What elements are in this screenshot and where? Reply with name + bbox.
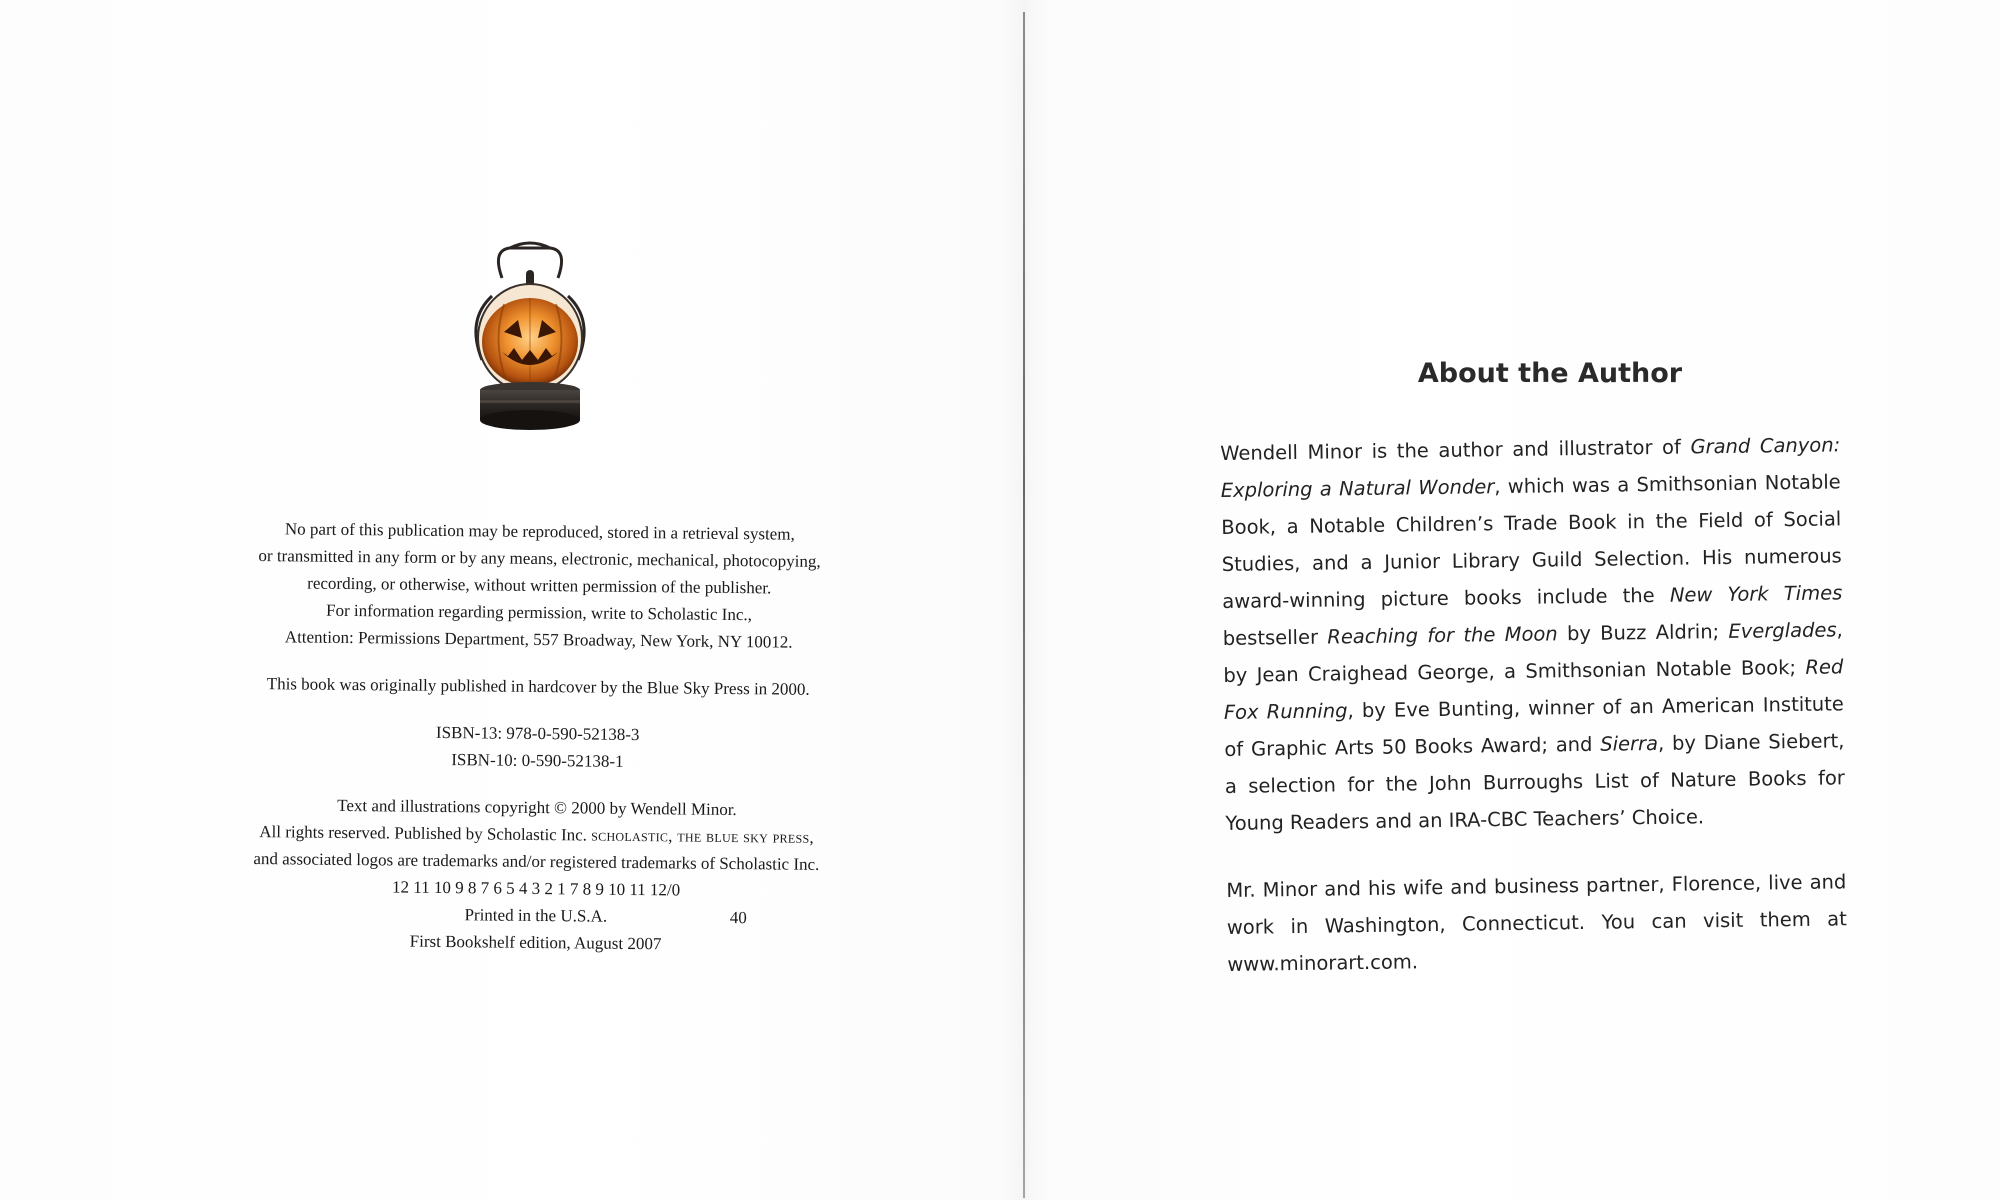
book-title: Everglades — [1728, 618, 1837, 643]
book-title: Red Fox Running — [1223, 655, 1844, 724]
isbn-13: ISBN-13: 978-0-590-52138-3 — [435, 722, 640, 745]
book-title: Grand Canyon: Exploring a Natural Wonder — [1220, 433, 1841, 502]
bio-text: by Buzz Aldrin; — [1557, 619, 1729, 646]
author-bio — [1220, 426, 1848, 983]
edition-line: First Bookshelf edition, August 2007 — [409, 931, 662, 954]
bio-text: , which was a Smithsonian Notable Book, a Notable Children’s Trade Book in the Field of Social Studies, and a Junior Library Guild Selection. His numerous award-winning picture books include the — [1221, 470, 1842, 613]
original-publication-note: This book was originally published in hardcover by the Blue Sky Press in 2000. — [266, 674, 810, 699]
copyright-notice — [225, 515, 850, 959]
bio-paragraph-1 — [1220, 426, 1846, 842]
printing-number-line: 12 11 10 9 8 7 6 5 4 3 2 1 7 8 9 10 11 12/0 — [391, 877, 681, 900]
printed-in-country: Printed in the U.S.A. — [464, 905, 608, 926]
rights-notice-line-5: Attention: Permissions Department, 557 Broadway, New York, NY 10012. — [284, 627, 793, 652]
imprint-names: scholastic, the blue sky press, — [591, 825, 815, 847]
rights-notice-line-1: No part of this publication may be reproduced, stored in a retrieval system, — [284, 519, 795, 544]
published-by-text: All rights reserved. Published by Scholastic Inc. — [259, 822, 592, 845]
isbn-10: ISBN-10: 0-590-52138-1 — [451, 750, 624, 771]
printer-code: 40 — [729, 908, 747, 928]
bio-paragraph-2: Mr. Minor and his wife and business partner, Florence, live and work in Washington, Connecticut. You can visit them at www.minorart.com. — [1226, 870, 1847, 976]
rights-notice-line-3: recording, or otherwise, without written permission of the publisher. — [307, 573, 772, 598]
rights-notice-line-2: or transmitted in any form or by any means, electronic, mechanical, photocopying, — [258, 546, 821, 571]
bio-text: bestseller — [1222, 625, 1328, 650]
book-gutter — [1023, 12, 1025, 1198]
rights-notice-line-4: For information regarding permission, write to Scholastic Inc., — [325, 600, 753, 625]
bio-text: , by Jean Craighead George, a Smithsonian Notable Book; — [1223, 618, 1843, 687]
about-author-page — [1030, 0, 2000, 1200]
bio-text: , by Diane Siebert, a selection for the John Burroughs List of Nature Books for Young Readers and an IRA-CBC Teachers’ Choice. — [1224, 729, 1846, 835]
bio-text: Wendell Minor is the author and illustrator of — [1220, 435, 1691, 465]
jack-o-lantern-lantern-icon — [462, 240, 598, 436]
bio-text: , by Eve Bunting, winner of an American Institute of Graphic Arts 50 Books Award; and — [1224, 692, 1844, 761]
book-title: Reaching for the Moon — [1327, 622, 1558, 649]
page-title: About the Author — [1417, 358, 1683, 389]
trademark-line: and associated logos are trademarks and/or registered trademarks of Scholastic Inc. — [253, 849, 820, 874]
book-title: New York Times — [1669, 581, 1843, 607]
book-title: Sierra — [1600, 731, 1659, 756]
text-copyright: Text and illustrations copyright © 2000 by Wendell Minor. — [337, 795, 737, 820]
